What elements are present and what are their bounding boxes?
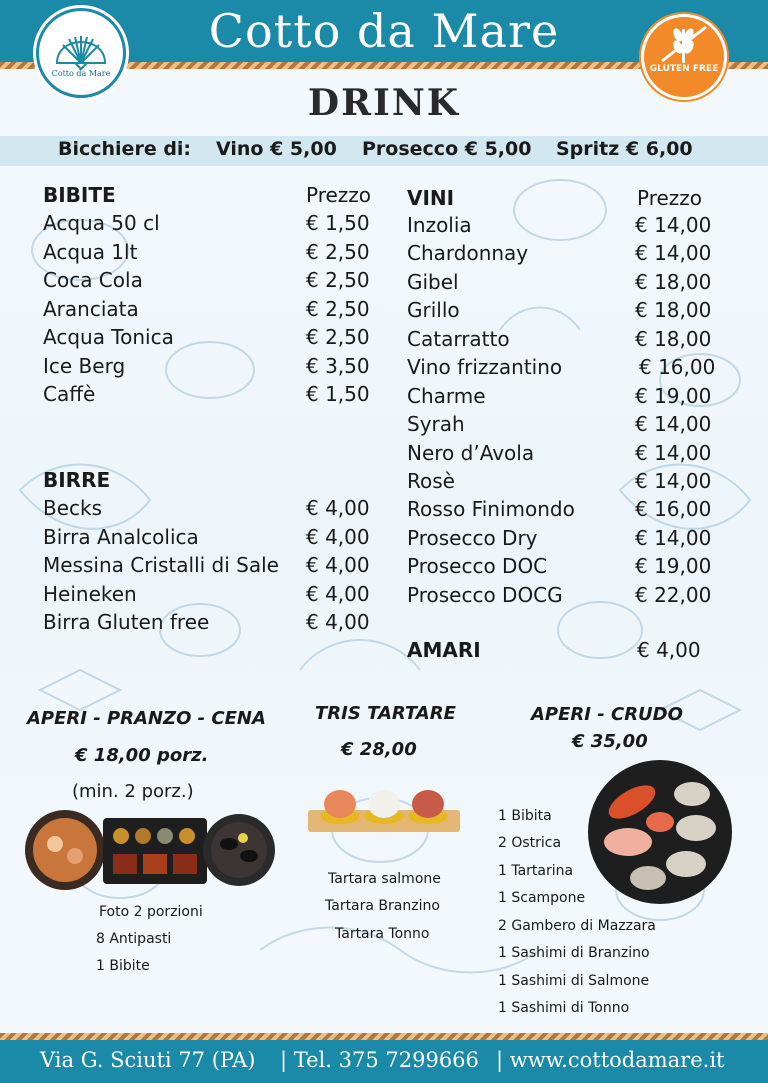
item-price: € 4,00: [306, 525, 370, 549]
item-name: Becks: [43, 496, 103, 520]
item-name: Coca Cola: [43, 268, 143, 292]
tris-tartare-detail: Tartara Tonno: [335, 926, 430, 942]
bibite-heading: BIBITE: [43, 183, 116, 207]
aperi-crudo-detail: 2 Ostrica: [498, 835, 562, 851]
footer-phone: | Tel. 375 7299666: [280, 1048, 479, 1072]
item-price: € 16,00: [635, 497, 712, 521]
item-price: € 1,50: [306, 382, 370, 406]
item-price: € 2,50: [306, 268, 370, 292]
item-name: Syrah: [407, 412, 465, 436]
item-price: € 4,00: [306, 610, 370, 634]
item-price: € 4,00: [306, 582, 370, 606]
tartare-photo: [306, 782, 462, 838]
item-name: Acqua Tonica: [43, 325, 174, 349]
aperi-crudo-detail: 1 Bibita: [498, 808, 552, 824]
item-name: Charme: [407, 384, 486, 408]
aperi-crudo-title: APERI - CRUDO: [531, 704, 683, 725]
item-name: Messina Cristalli di Sale: [43, 553, 279, 577]
aperi-pranzo-price: € 18,00 porz.: [75, 745, 209, 766]
aperi-crudo-detail: 1 Sashimi di Salmone: [498, 973, 650, 989]
glass-price-vino: Vino € 5,00: [216, 138, 337, 160]
item-price: € 14,00: [635, 441, 712, 465]
aperi-pranzo-title: APERI - PRANZO - CENA: [27, 708, 266, 729]
item-name: Vino frizzantino: [407, 355, 563, 379]
vini-heading: VINI: [407, 186, 455, 210]
item-price: € 14,00: [635, 213, 712, 237]
amari-price: € 4,00: [637, 638, 701, 662]
item-name: Ice Berg: [43, 354, 126, 378]
bibite-price-header: Prezzo: [306, 183, 372, 207]
logo-caption: Cotto da Mare: [51, 69, 111, 78]
aperi-crudo-price: € 35,00: [572, 731, 648, 752]
item-name: Caffè: [43, 382, 96, 406]
footer-bar: [0, 1040, 768, 1083]
item-name: Prosecco DOC: [407, 554, 548, 578]
aperi-pranzo-detail: 8 Antipasti: [96, 931, 172, 947]
aperi-crudo-detail: 1 Tartarina: [498, 863, 574, 879]
item-name: Catarratto: [407, 327, 510, 351]
item-price: € 14,00: [635, 241, 712, 265]
page-title: DRINK: [307, 82, 461, 124]
tris-tartare-title: TRIS TARTARE: [315, 703, 456, 724]
item-price: € 19,00: [635, 384, 712, 408]
item-name: Prosecco DOCG: [407, 583, 563, 607]
tris-tartare-detail: Tartara salmone: [328, 871, 441, 887]
item-name: Rosso Finimondo: [407, 497, 575, 521]
item-name: Birra Analcolica: [43, 525, 199, 549]
item-price: € 14,00: [635, 526, 712, 550]
item-name: Heineken: [43, 582, 137, 606]
glass-price-prosecco: Prosecco € 5,00: [362, 138, 532, 160]
item-price: € 14,00: [635, 412, 712, 436]
aperi-crudo-detail: 1 Scampone: [498, 890, 586, 906]
footer-website[interactable]: | www.cottodamare.it: [496, 1048, 725, 1072]
crudo-platter-photo: [588, 752, 732, 912]
aperi-pranzo-detail: Foto 2 porzioni: [99, 904, 203, 920]
item-price: € 19,00: [635, 554, 712, 578]
item-name: Birra Gluten free: [43, 610, 210, 634]
wheat-icon: [644, 21, 724, 67]
item-name: Acqua 1lt: [43, 240, 138, 264]
item-name: Nero d’Avola: [407, 441, 535, 465]
item-price: € 16,00: [639, 355, 716, 379]
item-price: € 18,00: [635, 327, 712, 351]
vini-price-header: Prezzo: [637, 186, 703, 210]
aperi-pranzo-note: (min. 2 porz.): [72, 781, 194, 802]
item-price: € 18,00: [635, 298, 712, 322]
item-name: Chardonnay: [407, 241, 529, 265]
glass-label: Bicchiere di:: [58, 138, 192, 160]
item-name: Aranciata: [43, 297, 139, 321]
tris-tartare-price: € 28,00: [341, 739, 417, 760]
item-price: € 2,50: [306, 240, 370, 264]
item-price: € 3,50: [306, 354, 370, 378]
brand-name: Cotto da Mare: [208, 4, 560, 58]
item-name: Acqua 50 cl: [43, 211, 160, 235]
glass-price-spritz: Spritz € 6,00: [556, 138, 693, 160]
amari-heading: AMARI: [407, 638, 481, 662]
item-price: € 2,50: [306, 325, 370, 349]
item-name: Gibel: [407, 270, 459, 294]
item-price: € 4,00: [306, 553, 370, 577]
glass-prices-bar: [0, 136, 768, 166]
tris-tartare-detail: Tartara Branzino: [325, 898, 440, 914]
item-price: € 22,00: [635, 583, 712, 607]
item-price: € 4,00: [306, 496, 370, 520]
rope-divider-bottom: [0, 1033, 768, 1040]
item-name: Inzolia: [407, 213, 472, 237]
item-price: € 2,50: [306, 297, 370, 321]
scallop-shell-icon: [39, 15, 123, 75]
item-price: € 14,00: [635, 469, 712, 493]
item-name: Grillo: [407, 298, 460, 322]
gluten-free-label: GLUTEN FREE: [649, 64, 719, 74]
item-name: Prosecco Dry: [407, 526, 538, 550]
aperi-crudo-detail: 1 Sashimi di Branzino: [498, 945, 650, 961]
birre-heading: BIRRE: [43, 468, 111, 492]
antipasti-photo: [25, 808, 275, 892]
aperi-pranzo-detail: 1 Bibite: [96, 958, 150, 974]
item-name: Rosè: [407, 469, 455, 493]
item-price: € 18,00: [635, 270, 712, 294]
item-price: € 1,50: [306, 211, 370, 235]
aperi-crudo-detail: 2 Gambero di Mazzara: [498, 918, 656, 934]
aperi-crudo-detail: 1 Sashimi di Tonno: [498, 1000, 630, 1016]
footer-address: Via G. Sciuti 77 (PA): [40, 1048, 256, 1072]
